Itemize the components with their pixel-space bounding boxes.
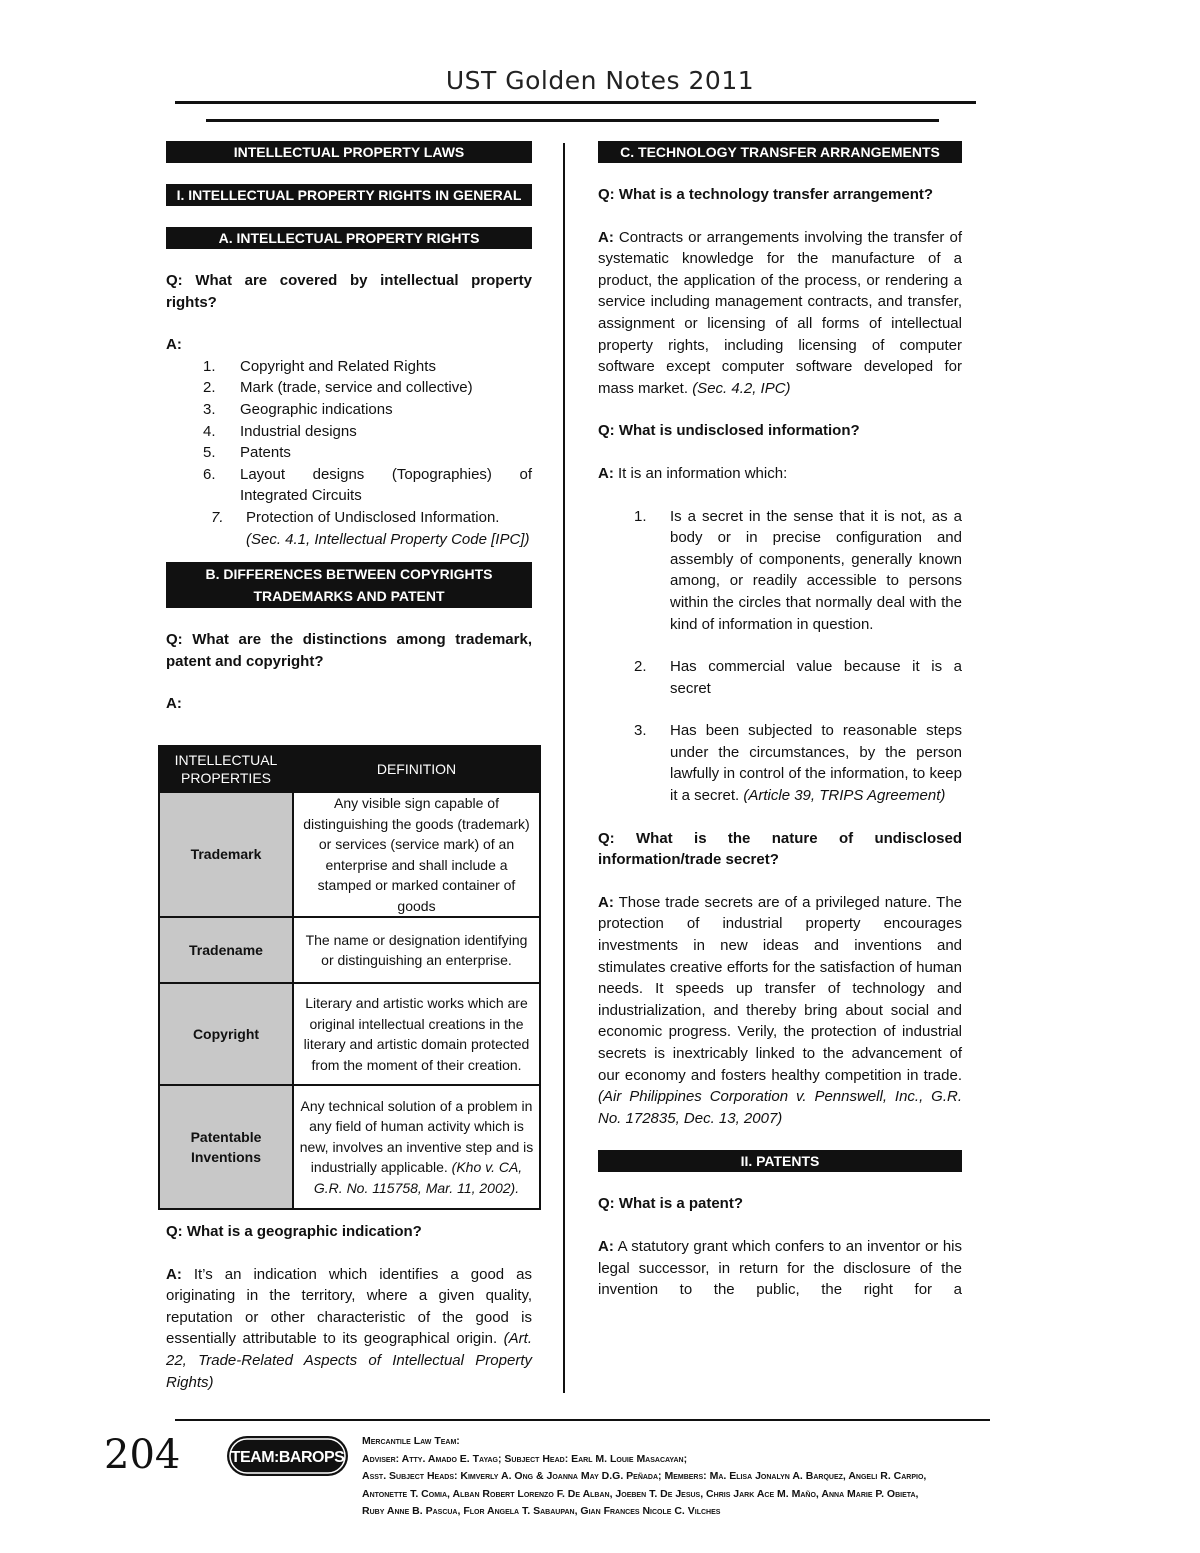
right-column [598, 141, 962, 1301]
table-row [159, 917, 540, 983]
answer: A: A statutory grant which confers to an inventor or his legal successor, in return for the disclosure of the invention to the public, the right for a [598, 1237, 963, 1299]
table-cell: Literary and artistic works which are original intellectual creations in the literary and artistic domain protected from the moment of their creation. [293, 983, 540, 1085]
section-bar: B. DIFFERENCES BETWEEN COPYRIGHTS TRADEMARKS AND PATENT [166, 562, 532, 608]
table-header: INTELLECTUAL PROPERTIES [159, 746, 293, 792]
section-bar: II. PATENTS [598, 1150, 962, 1172]
team-barops-logo [226, 1432, 349, 1480]
question: Q: What are covered by intellectual property rights? [166, 272, 532, 311]
list-item: 1. Is a secret in the sense that it is not, as a body or in precise configuration and assembly of components, generally known among, or readily accessible to persons within the circles that normally deal with the kind of information in question. [634, 507, 962, 633]
table-cell: The name or designation identifying or distinguishing an enterprise. [293, 917, 540, 983]
left-column [166, 141, 532, 715]
list-item: 5. Patents [203, 444, 291, 462]
table-cell: Patentable Inventions [159, 1085, 293, 1209]
table-cell: Copyright [159, 983, 293, 1085]
table-cell: Tradename [159, 917, 293, 983]
question: Q: What is the nature of undisclosed information/trade secret? [598, 829, 962, 869]
table-cell: Any visible sign capable of distinguishing the goods (trademark) or services (service mark) of an enterprise and shall include a stamped or marked container of goods [293, 792, 540, 917]
section-bar: A. INTELLECTUAL PROPERTY RIGHTS [166, 227, 532, 249]
ip-distinctions-table [158, 745, 541, 1210]
header-rule-top [175, 101, 976, 104]
list-item: 1. Copyright and Related Rights [203, 357, 436, 375]
section-bar: C. TECHNOLOGY TRANSFER ARRANGEMENTS [598, 141, 962, 163]
list-item: 2. Has commercial value because it is a secret [634, 658, 962, 697]
answer: A: Contracts or arrangements involving the transfer of systematic knowledge for the manufacture of a product, the application of the process, or rendering a service including management contracts, and transfer, assignment or licensing of all forms of intellectual property rights, including licensing of computer software except computer software developed for mass market. (Sec. 4.2, IPC) [598, 228, 962, 397]
footer-credits: Mercantile Law Team: Adviser: Atty. Amado E. Tayag; Subject Head: Earl M. Louie Masacayan; Asst. Subject Heads: Kimverly A. Ong & Joanna May D.G. Peñada; Members: Ma. Elisa Jonalyn A. Barquez, Angeli R. Carpio, Antonette T. Comia, Alban Robert Lorenzo F. De Alban, Joeben T. De Jesus, Chris Jark Ace M. Maño, Anna Marie P. Obieta, Ruby Anne B. Pascua, Flor Angela T. Sabaupan, Gian Frances Nicole C. Vilches [362, 1435, 927, 1517]
list-item: 2. Mark (trade, service and collective) [203, 379, 473, 397]
list-item: 7. Protection of Undisclosed Information. (Sec. 4.1, Intellectual Property Code [IPC]) [211, 508, 530, 548]
table-row [159, 792, 540, 917]
answer: A: It’s an indication which identifies a good as originating in the territory, where a given quality, reputation or other characteristic of the good is essentially attributable to its geographical origin. (Art. 22, Trade-Related Aspects of Intellectual Property Rights) [166, 1265, 532, 1391]
column-divider [563, 143, 565, 1393]
question: Q: What is a patent? [598, 1195, 744, 1213]
section-bar: INTELLECTUAL PROPERTY LAWS [166, 141, 532, 163]
citation: (Sec. 4.1, Intellectual Property Code [IPC]) [246, 530, 530, 548]
section-bar: I. INTELLECTUAL PROPERTY RIGHTS IN GENERAL [166, 184, 532, 206]
left-column-bottom [166, 1221, 532, 1393]
question: Q: What is undisclosed information? [598, 422, 860, 440]
question: Q: What are the distinctions among trademark, patent and copyright? [166, 631, 532, 670]
list-item: 6. Layout designs (Topographies) of Integrated Circuits [203, 465, 532, 505]
answer: A: Those trade secrets are of a privileged nature. The protection of industrial property encourages investments in new ideas and inventions and stimulates creative efforts for the satisfaction of human needs. It speeds up transfer of technology and industrialization, and thereby bring about social and economic progress. Verily, the protection of industrial secrets is inextricably linked to the advancement of our economy and fosters healthy competition in trade. (Air Philippines Corporation v. Pennswell, Inc., G.R. No. 172835, Dec. 13, 2007) [598, 893, 963, 1127]
list-item: 3. Geographic indications [203, 400, 393, 418]
table-row [159, 983, 540, 1085]
citation: (Kho v. CA, G.R. No. 115758, Mar. 11, 2002). [313, 1159, 523, 1196]
list-item: 3. Has been subjected to reasonable steps under the circumstances, by the person lawfully in control of the information, to keep it a secret. (Article 39, TRIPS Agreement) [634, 722, 962, 805]
footer-rule [175, 1419, 990, 1421]
running-header: UST Golden Notes 2011 [445, 66, 755, 95]
citation: (Article 39, TRIPS Agreement) [743, 787, 946, 805]
table-cell: Trademark [159, 792, 293, 917]
question: Q: What is a geographic indication? [166, 1223, 422, 1240]
table-cell: Any technical solution of a problem in any field of human activity which is new, involves an inventive step and is industrially applicable. (Kho v. CA, G.R. No. 115758, Mar. 11, 2002). [293, 1085, 540, 1209]
svg-text:TEAM:BAROPS: TEAM:BAROPS [230, 1449, 345, 1466]
citation: (Sec. 4.2, IPC) [692, 379, 791, 397]
header-rule-bottom [206, 119, 939, 122]
table-header: DEFINITION [293, 746, 540, 792]
question: Q: What is a technology transfer arrangement? [598, 186, 934, 203]
citation: (Air Philippines Corporation v. Pennswell, Inc., G.R. No. 172835, Dec. 13, 2007) [598, 1088, 962, 1127]
page-number: 204 [104, 1432, 181, 1478]
answer-label: A: [166, 695, 182, 713]
table-row [159, 1085, 540, 1209]
undisclosed-info-list [598, 506, 962, 807]
answer: A: It is an information which: [598, 464, 788, 482]
ip-rights-list [166, 356, 532, 550]
list-item: 4. Industrial designs [203, 422, 357, 440]
citation: (Art. 22, Trade-Related Aspects of Intellectual Property Rights) [166, 1330, 532, 1391]
answer-label: A: [166, 336, 182, 354]
